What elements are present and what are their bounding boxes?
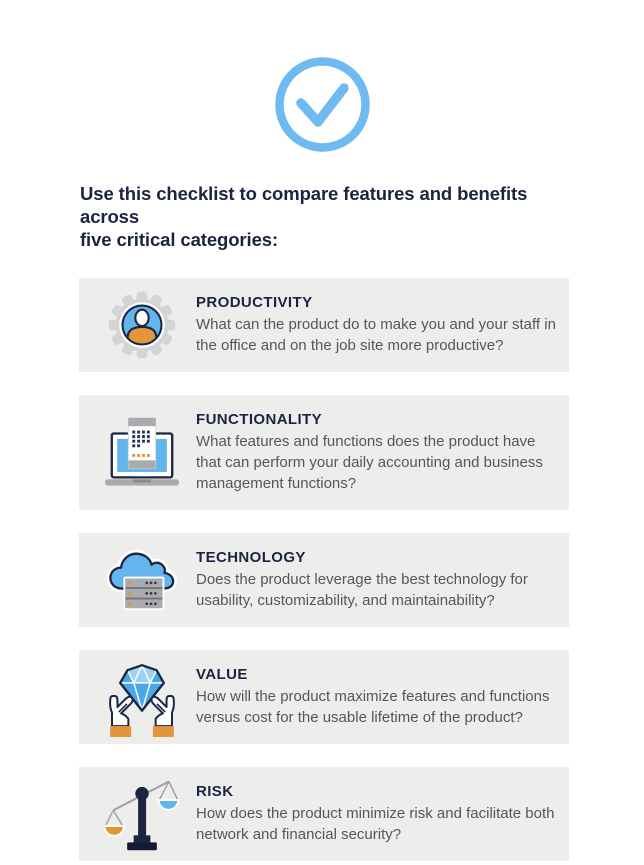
category-card-list	[79, 278, 569, 861]
check-circle-icon	[274, 56, 371, 153]
category-title: TECHNOLOGY	[196, 549, 306, 566]
page-title-line: Use this checklist to compare features and benefits across	[80, 183, 528, 227]
category-text	[196, 282, 569, 368]
category-description: How does the product minimize risk and facilitate both network and financial security?	[196, 805, 555, 843]
person-gear-icon	[99, 287, 185, 363]
balance-scale-icon	[99, 773, 185, 855]
category-text	[196, 654, 569, 740]
category-title: PRODUCTIVITY	[196, 294, 313, 311]
category-description: Does the product leverage the best technology for usability, customizability, and maintainability?	[196, 571, 528, 609]
category-card-productivity	[79, 278, 569, 372]
category-card-value	[79, 650, 569, 744]
category-text	[196, 537, 569, 623]
page-title-line: five critical categories:	[80, 229, 279, 250]
hero-section	[0, 0, 644, 153]
category-card-functionality	[79, 395, 569, 510]
category-title: FUNCTIONALITY	[196, 411, 323, 428]
category-description: What features and functions does the product have that can perform your daily accounting and business management functions?	[196, 433, 543, 492]
category-text	[196, 771, 569, 857]
category-card-technology	[79, 533, 569, 627]
category-text	[196, 399, 569, 506]
category-description: How will the product maximize features and functions versus cost for the usable lifetime of the product?	[196, 688, 550, 726]
category-card-risk	[79, 767, 569, 861]
cloud-server-icon	[99, 540, 185, 620]
category-title: VALUE	[196, 666, 248, 683]
hands-diamond-icon	[99, 655, 185, 739]
laptop-phone-icon	[99, 415, 185, 491]
category-title: RISK	[196, 783, 234, 800]
page-title	[80, 182, 584, 251]
category-description: What can the product do to make you and your staff in the office and on the job site more productive?	[196, 316, 556, 354]
